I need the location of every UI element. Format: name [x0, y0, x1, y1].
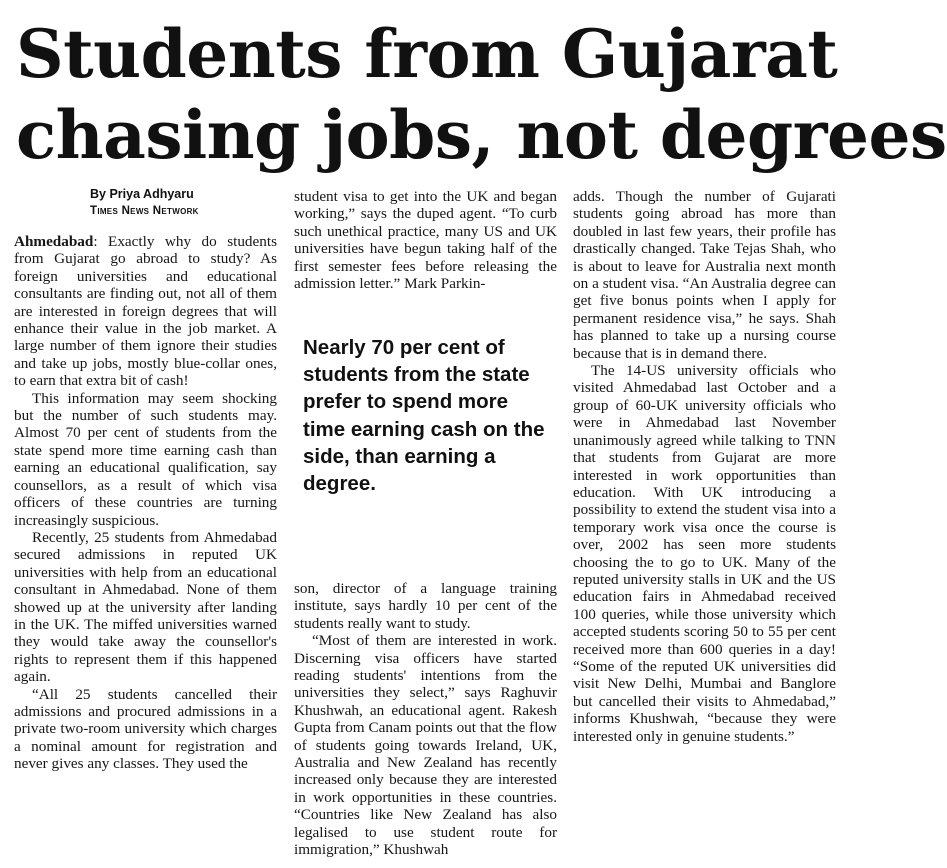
- dateline: Ahmedabad: [14, 233, 94, 250]
- byline: [90, 185, 290, 220]
- article-paragraph: This information may seem shocking but the number of such students may. Almost 70 per cent of students from the state spend more time earning cash than earning an educational qualification, say counsellors, as a result of which visa officers of these countries are turning increasingly suspicious.: [14, 389, 277, 529]
- headline-line-1: Students from Gujarat: [16, 15, 838, 93]
- byline-author: By Priya Adhyaru: [90, 187, 194, 201]
- paragraph-text: : Exactly why do students from Gujarat go abroad to study? As foreign universities and educational consultants are finding out, not all of them are interested in foreign degrees that will enhance their value in the job market. A large number of them ignore their studies and take up jobs, mostly blue-collar ones, to earn that extra bit of cash!: [14, 233, 277, 390]
- article-paragraph: [14, 233, 277, 390]
- article-paragraph: son, director of a language training institute, says hardly 10 per cent of the students really want to study.: [294, 580, 557, 632]
- headline-line-2: chasing jobs, not degrees: [16, 96, 947, 174]
- article-paragraph: adds. Though the number of Gujarati students going abroad has more than doubled in last few years, their profile has drastically changed. Take Tejas Shah, who is about to leave for Australia next month on a student visa. “An Australia degree can get five bonus points when I apply for permanent residence visa,” he says. Shah has planned to take up a nursing course because that is in demand there.: [573, 188, 836, 362]
- article-paragraph: Recently, 25 students from Ahmedabad secured admissions in reputed UK universities with help from an educational consultant in Ahmedabad. None of them showed up at the university after landing in the UK. The miffed universities warned they would take away the counsellor's rights to represent them if this happened again.: [14, 528, 277, 686]
- article-paragraph: The 14-US university officials who visited Ahmedabad last October and a group of 60-UK university officials who were in Ahmedabad last November unanimously agreed while talking to TNN that students from Gujarat are more interested in work opportunities than education. With UK introducing a possibility to extend the student visa into a temporary work visa once the course is over, 2002 has seen more students choosing the to go to UK. Many of the reputed university stalls in UK and the US education fairs in Ahmedabad received 100 queries, while those university which accepted students scoring 50 to 55 per cent received more than 600 queries in a day! “Some of the reputed UK universities did visit New Delhi, Mumbai and Banglore but cancelled their visits to Ahmedabad,” informs Khushwah, “because they were interested only in genuine students.”: [573, 362, 836, 745]
- article-paragraph: student visa to get into the UK and began working,” says the duped agent. “To curb such unethical practice, many US and UK universities have begun taking half of the first semester fees before releasing the admission letter.” Mark Parkin-: [294, 188, 557, 293]
- article-column-2-top: [294, 188, 557, 292]
- article-column-1: [14, 233, 277, 773]
- article-paragraph: “All 25 students cancelled their admissions and procured admissions in a private two-room university which charges a nominal amount for registration and never gives any classes. They used the: [14, 685, 277, 773]
- article-column-2-bottom: [294, 580, 557, 859]
- article-column-3: [573, 188, 836, 745]
- headline: [16, 14, 947, 176]
- byline-agency: Times News Network: [90, 205, 199, 217]
- pull-quote: Nearly 70 per cent of students from the state prefer to spend more time earning cash on the side, than earning a degree.: [303, 336, 545, 496]
- article-paragraph: “Most of them are interested in work. Discerning visa officers have started reading students' intentions from the universities they select,” says Raghuvir Khushwah, an educational agent. Rakesh Gupta from Canam points out that the flow of students going towards Ireland, UK, Australia and New Zealand has recently increased only because they are interested in work opportunities in these countries. “Countries like New Zealand has also legalised to use student route for immigration,” Khushwah: [294, 632, 557, 859]
